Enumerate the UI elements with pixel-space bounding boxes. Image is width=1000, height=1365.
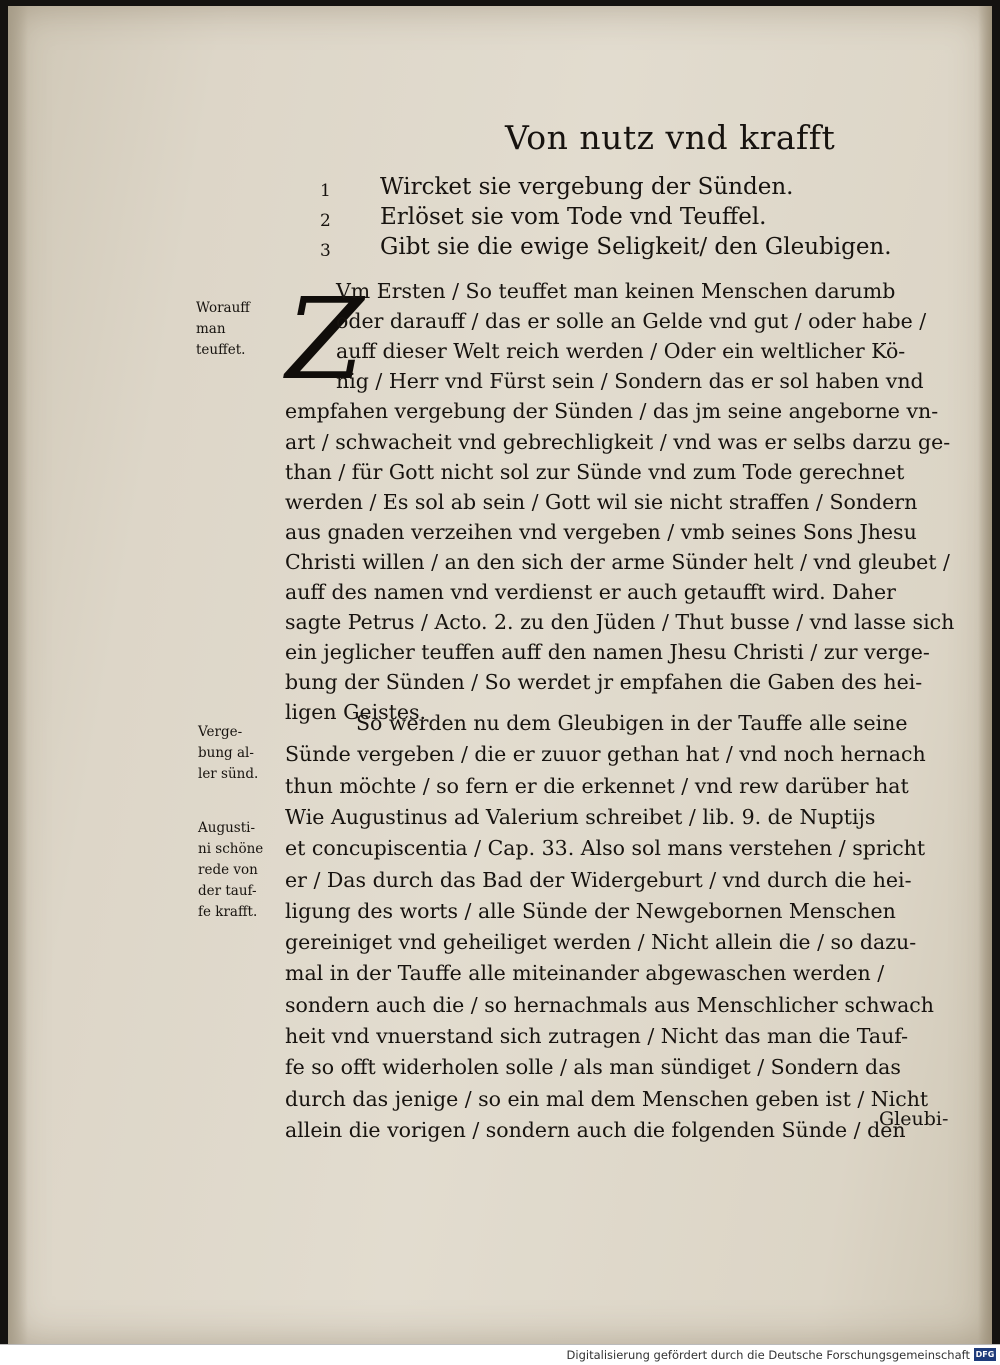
drop-capital: Z	[286, 275, 364, 405]
text-line: gereiniget vnd geheiliget werden / Nicht allein die / so dazu-	[285, 930, 917, 955]
text-line: aus gnaden verzeihen vnd vergeben / vmb seines Sons Jhesu	[285, 519, 917, 544]
text-line: bung der Sünden / So werdet jr empfahen die Gaben des hei-	[285, 670, 923, 695]
margin-note-line: ler sünd.	[198, 766, 259, 782]
text-line: werden / Es sol ab sein / Gott wil sie nicht straffen / Sondern	[285, 489, 918, 514]
margin-note-line: man	[196, 321, 226, 337]
margin-note-line: Worauff	[196, 300, 250, 316]
text-line: et concupiscentia / Cap. 33. Also sol mans verstehen / spricht	[285, 836, 926, 861]
text-line: ligen Geistes.	[285, 700, 427, 725]
summary-item	[320, 172, 960, 202]
text-line: Wie Augustinus ad Valerium schreibet / lib. 9. de Nuptijs	[285, 804, 876, 829]
margin-note-line: Augusti-	[198, 820, 256, 836]
text-line: sagte Petrus / Acto. 2. zu den Jüden / Thut busse / vnd lasse sich	[285, 610, 955, 635]
text-line: Vm Ersten / So teuffet man keinen Menschen darumb	[336, 279, 896, 303]
text-line: ligung des worts / alle Sünde der Newgebornen Menschen	[285, 898, 896, 923]
summary-text: Wircket sie vergebung der Sünden.	[380, 174, 794, 200]
footer-credit: Digitalisierung gefördert durch die Deutsche Forschungsgemeinschaft	[566, 1348, 970, 1362]
summary-item	[320, 232, 960, 262]
text-line: sondern auch die / so hernachmals aus Menschlicher schwach	[285, 992, 934, 1017]
summary-number: 1	[320, 181, 331, 201]
text-line: oder darauff / das er solle an Gelde vnd gut / oder habe /	[336, 309, 927, 334]
margin-note	[198, 818, 263, 923]
text-line: ein jeglicher teuffen auff den namen Jhesu Christi / zur verge-	[285, 640, 930, 665]
summary-number: 3	[320, 241, 331, 261]
summary-item	[320, 202, 960, 232]
margin-note-line: fe krafft.	[198, 904, 258, 920]
page-heading: Von nutz vnd krafft	[505, 118, 836, 157]
text-line: thun möchte / so fern er die erkennet / vnd rew darüber hat	[285, 773, 909, 798]
text-line: empfahen vergebung der Sünden / das jm seine angeborne vn-	[285, 399, 939, 424]
text-line: durch das jenige / so ein mal dem Menschen geben ist / Nicht	[285, 1086, 929, 1111]
text-line: art / schwacheit vnd gebrechligkeit / vnd was er selbs darzu ge-	[285, 429, 951, 454]
text-line: mal in der Tauffe alle miteinander abgewaschen werden /	[285, 961, 885, 986]
text-line: er / Das durch das Bad der Widergeburt / vnd durch die hei-	[285, 867, 912, 892]
margin-note	[198, 722, 258, 785]
text-line: than / für Gott nicht sol zur Sünde vnd zum Tode gerechnet	[285, 459, 905, 484]
digitization-footer	[0, 1344, 1000, 1365]
margin-note-line: ni schöne	[198, 841, 264, 857]
text-line: Sünde vergeben / die er zuuor gethan hat / vnd noch hernach	[285, 742, 926, 767]
dfg-logo-icon: DFG	[975, 1350, 995, 1359]
margin-note-line: der tauf-	[198, 883, 257, 899]
catchword: Gleubi-	[879, 1108, 949, 1130]
summary-text: Erlöset sie vom Tode vnd Teuffel.	[380, 204, 767, 230]
text-line: So werden nu dem Gleubigen in der Tauffe alle seine	[356, 711, 908, 735]
text-line: nig / Herr vnd Fürst sein / Sondern das er sol haben vnd	[336, 369, 924, 394]
summary-list	[320, 172, 960, 262]
summary-number: 2	[320, 211, 331, 231]
margin-note-line: bung al-	[198, 745, 254, 761]
margin-note-line: Verge-	[198, 724, 243, 740]
margin-note-line: teuffet.	[196, 342, 246, 358]
text-line: auff dieser Welt reich werden / Oder ein weltlicher Kö-	[336, 339, 906, 364]
text-line: heit vnd vnuerstand sich zutragen / Nicht das man die Tauf-	[285, 1024, 909, 1048]
text-line: Christi willen / an den sich der arme Sünder helt / vnd gleubet /	[285, 549, 950, 574]
text-line: fe so offt widerholen solle / als man sündiget / Sondern das	[285, 1055, 901, 1080]
margin-note	[196, 298, 250, 361]
margin-note-line: rede von	[198, 862, 258, 878]
book-page	[8, 6, 992, 1344]
text-line: auff des namen vnd verdienst er auch getaufft wird. Daher	[285, 580, 896, 604]
summary-text: Gibt sie die ewige Seligkeit/ den Gleubigen.	[380, 234, 892, 260]
text-line: allein die vorigen / sondern auch die folgenden Sünde / den	[285, 1117, 906, 1142]
